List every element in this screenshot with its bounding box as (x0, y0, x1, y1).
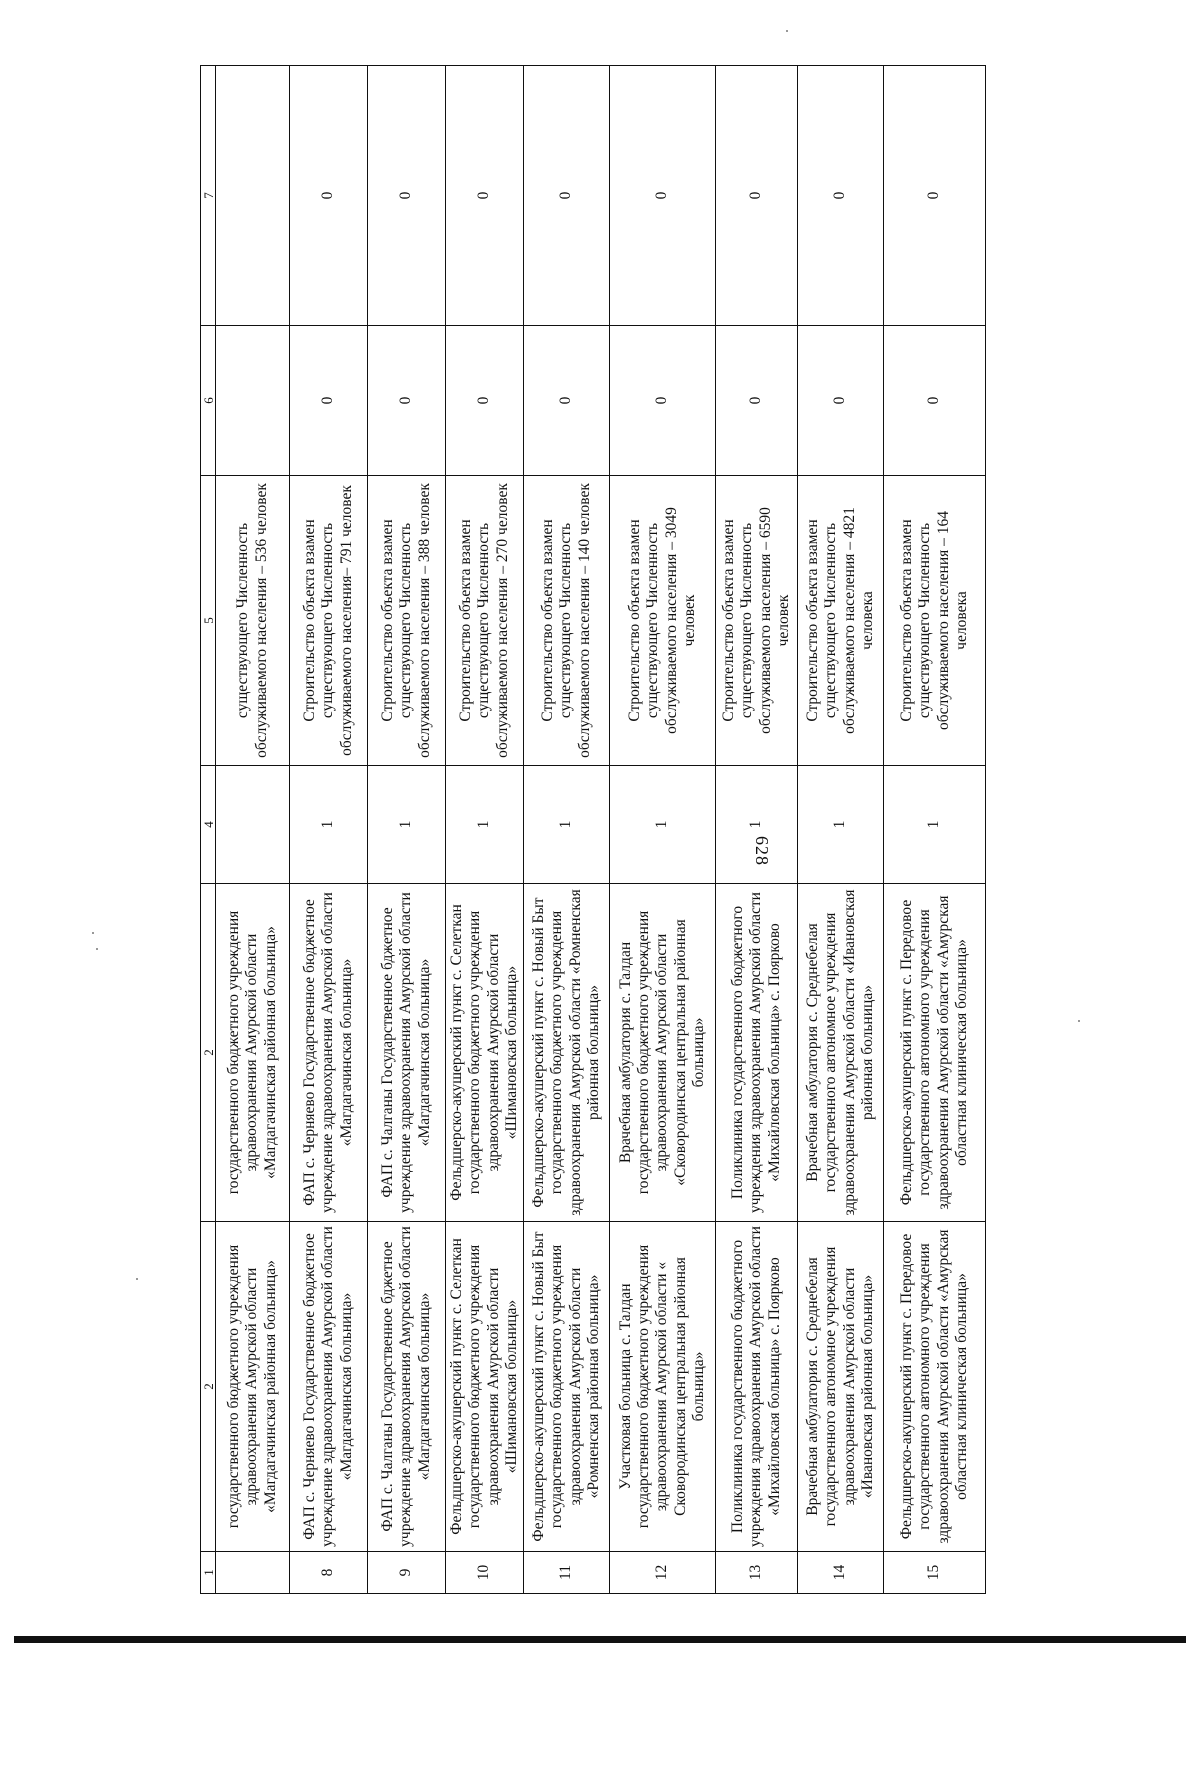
column-number-row (201, 66, 216, 1594)
description-cell: Строительство объекта взамен существующего Численность обслуживаемого населения – 388 человек (368, 476, 446, 766)
value-col6: 0 (368, 326, 446, 476)
value-col6 (216, 326, 290, 476)
row-number: 15 (884, 1552, 986, 1594)
table-row (368, 66, 446, 1594)
column-number: 4 (201, 766, 216, 884)
facility-after: Врачебная амбулатория с. Среднебелая государственного автономное учреждения здравоохранения Амурской области «Ивановская районная больница» (798, 884, 884, 1222)
facility-after: Фельдшерско-акушерский пункт с. Новый Быт государственного бюджетного учреждения здравоохранения Амурской области «Ромненская районная больница» (524, 884, 610, 1222)
scan-speck (136, 1278, 138, 1280)
table-row (524, 66, 610, 1594)
facility-before: Поликлиника государственного бюджетного учреждения здравоохранения Амурской области «Михайловская больница» с. Поярково (716, 1222, 798, 1552)
row-number (216, 1552, 290, 1594)
value-col7: 0 (884, 66, 986, 326)
value-col7: 0 (716, 66, 798, 326)
value-col7: 0 (524, 66, 610, 326)
value-col6: 0 (798, 326, 884, 476)
facility-before: Врачебная амбулатория с. Среднебелая государственного автономное учреждения здравоохранения Амурской области «Ивановская районная больница» (798, 1222, 884, 1552)
page-number: 628 (752, 836, 772, 866)
facility-after: Поликлиника государственного бюджетного учреждения здравоохранения Амурской области «Михайловская больница» с. Поярково (716, 884, 798, 1222)
quantity-cell: 1 (290, 766, 368, 884)
description-cell: Строительство объекта взамен существующего Численность обслуживаемого населения – 140 человек (524, 476, 610, 766)
scan-speck (786, 30, 788, 32)
description-cell: Строительство объекта взамен существующего Численность обслуживаемого населения– 791 человек (290, 476, 368, 766)
table-row (884, 66, 986, 1594)
row-number: 12 (610, 1552, 716, 1594)
scan-speck (1078, 1020, 1080, 1022)
row-number: 8 (290, 1552, 368, 1594)
value-col7: 0 (446, 66, 524, 326)
table-row (610, 66, 716, 1594)
table-row (716, 66, 798, 1594)
facility-before: Фельдшерско-акушерский пункт с. Новый Быт государственного бюджетного учреждения здравоохранения Амурской области «Ромненская районная больница» (524, 1222, 610, 1552)
column-number: 2 (201, 884, 216, 1222)
quantity-cell: 1 (524, 766, 610, 884)
quantity-cell: 1 (798, 766, 884, 884)
rotated-table-container (200, 66, 984, 1594)
facility-after: Фельдшерско-акушерский пункт с. Селеткан государственного бюджетного учреждения здравоохранения Амурской области «Шимановская больница» (446, 884, 524, 1222)
row-number: 9 (368, 1552, 446, 1594)
row-number: 13 (716, 1552, 798, 1594)
quantity-cell: 1 (884, 766, 986, 884)
column-number: 6 (201, 326, 216, 476)
description-cell: Строительство объекта взамен существующего Численность обслуживаемого населения – 3049 человек (610, 476, 716, 766)
value-col7: 0 (368, 66, 446, 326)
value-col6: 0 (610, 326, 716, 476)
table-row (798, 66, 884, 1594)
quantity-cell (216, 766, 290, 884)
column-number: 5 (201, 476, 216, 766)
scan-speck (92, 932, 94, 934)
row-number: 11 (524, 1552, 610, 1594)
description-cell: Строительство объекта взамен существующего Численность обслуживаемого населения – 6590 человек (716, 476, 798, 766)
table-row (216, 66, 290, 1594)
table-row (290, 66, 368, 1594)
facility-after: Фельдшерско-акушерский пункт с. Передовое государственного автономного учреждения здравоохранения Амурской области «Амурская областная клиническая больница» (884, 884, 986, 1222)
facility-after: Врачебная амбулатория с. Талдан государственного бюджетного учреждения здравоохранения Амурской области «Сковородинская центральная районная больница» (610, 884, 716, 1222)
quantity-cell: 1 (610, 766, 716, 884)
row-number: 10 (446, 1552, 524, 1594)
facility-before: ФАП с. Черняево Государственное бюджетное учреждение здравоохранения Амурской области «Магдагачинская больница» (290, 1222, 368, 1552)
bottom-rule (14, 1636, 1186, 1643)
row-number: 14 (798, 1552, 884, 1594)
description-cell: Строительство объекта взамен существующего Численность обслуживаемого населения – 270 человек (446, 476, 524, 766)
facility-after: ФАП с. Черняево Государственное бюджетное учреждение здравоохранения Амурской области «Магдагачинская больница» (290, 884, 368, 1222)
description-cell: Строительство объекта взамен существующего Численность обслуживаемого населения – 164 человека (884, 476, 986, 766)
facility-after: ФАП с. Чалганы Государственное бджетное учреждение здравоохранения Амурской области «Магдагачинская больница» (368, 884, 446, 1222)
facility-before: государственного бюджетного учреждения здравоохранения Амурской области «Магдагачинская районная больница» (216, 1222, 290, 1552)
value-col6: 0 (524, 326, 610, 476)
column-number: 1 (201, 1552, 216, 1594)
description-cell: Строительство объекта взамен существующего Численность обслуживаемого населения – 4821 человека (798, 476, 884, 766)
description-cell: существующего Численность обслуживаемого населения – 536 человек (216, 476, 290, 766)
column-number: 7 (201, 66, 216, 326)
column-number: 2 (201, 1222, 216, 1552)
facility-before: Участковая больница с. Талдан государственного бюджетного учреждения здравоохранения Амурской области « Сковородинская центральная районная больница» (610, 1222, 716, 1552)
value-col6: 0 (884, 326, 986, 476)
facility-before: ФАП с. Чалганы Государственное бджетное учреждение здравоохранения Амурской области «Магдагачинская больница» (368, 1222, 446, 1552)
value-col6: 0 (446, 326, 524, 476)
value-col7: 0 (610, 66, 716, 326)
facilities-table (200, 65, 986, 1594)
facility-before: Фельдшерско-акушерский пункт с. Селеткан государственного бюджетного учреждения здравоохранения Амурской области «Шимановская больница» (446, 1222, 524, 1552)
quantity-cell: 1 (368, 766, 446, 884)
quantity-cell: 1 (446, 766, 524, 884)
value-col7: 0 (798, 66, 884, 326)
quantity-cell: 1 (716, 766, 798, 884)
table-row (446, 66, 524, 1594)
value-col6: 0 (290, 326, 368, 476)
facility-after: государственного бюджетного учреждения здравоохранения Амурской области «Магдагачинская районная больница» (216, 884, 290, 1222)
value-col7: 0 (290, 66, 368, 326)
facility-before: Фельдшерско-акушерский пункт с. Передовое государственного автономного учреждения здравоохранения Амурской области «Амурская областная клиническая больница» (884, 1222, 986, 1552)
scan-speck (96, 948, 98, 950)
value-col7 (216, 66, 290, 326)
value-col6: 0 (716, 326, 798, 476)
